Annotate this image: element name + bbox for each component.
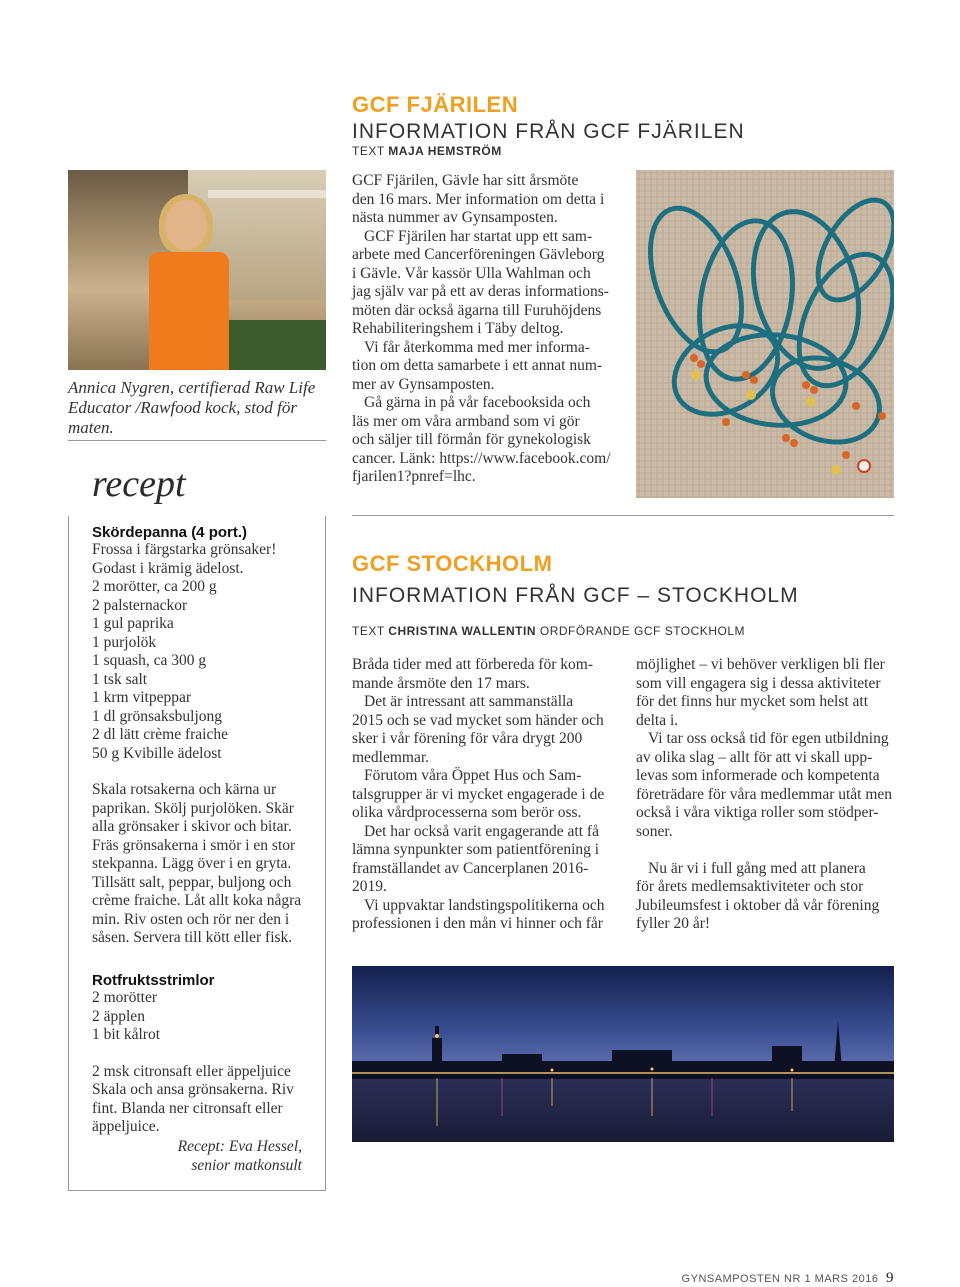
text-line: olika vårdprocesserna som berör oss. <box>352 804 582 821</box>
text-line: möjlighet – vi behöver verkligen bli fler <box>636 656 885 673</box>
article-body-fjarilen <box>352 172 622 487</box>
recipe-line: 2 msk citronsaft eller äppeljuice <box>92 1062 291 1080</box>
text-line: Bråda tider med att förbereda för kom- <box>352 656 594 673</box>
article-body-stockholm-col2 <box>636 656 898 934</box>
recipe-line: paprikan. Skölj purjolöken. Skär <box>92 799 294 817</box>
text-line: Nu är vi i full gång med att planera <box>648 859 866 877</box>
ingredient-line: 2 dl lätt crème fraiche <box>92 726 228 743</box>
section-divider <box>352 515 894 516</box>
ingredient-line: 1 purjolök <box>92 633 157 651</box>
article-body-stockholm-col1 <box>352 656 614 934</box>
section-label-recept: recept <box>92 463 186 505</box>
recipe-ingredients <box>92 989 324 1045</box>
text-line: 2015 och se vad mycket som händer och <box>352 711 604 729</box>
text-line: möten där också ägarna till Furuhöjdens <box>352 301 602 319</box>
text-line: GCF Fjärilen har startat upp ett sam- <box>364 227 593 245</box>
text-line: talsgrupper är vi mycket engagerade i de <box>352 785 605 803</box>
city-skyline-illustration <box>352 966 894 1142</box>
text-line: och säljer till förmån för gynekologisk <box>352 431 591 448</box>
byline-stockholm <box>352 624 745 638</box>
bracelets-illustration <box>636 170 894 498</box>
section-subheading-stockholm: INFORMATION FRÅN GCF – STOCKHOLM <box>352 584 799 607</box>
recipe-line: crème fraiche. Låt allt koka några <box>92 892 302 909</box>
chef-photo <box>68 170 326 370</box>
bracelets-photo <box>636 170 894 498</box>
recipe-line: såsen. Servera till kött eller fisk. <box>92 929 293 946</box>
text-line: mer av Gynsamposten. <box>352 375 495 393</box>
text-line: Det har också varit engagerande att få <box>364 822 599 840</box>
text-line: Gå gärna in på vår facebooksida och <box>364 394 591 411</box>
text-line: lämna synpunkter som patientförening i <box>352 841 600 858</box>
recipe-ingredients <box>92 578 324 763</box>
recipe-line: äppeljuice. <box>92 1118 160 1135</box>
divider <box>68 440 326 441</box>
recipe-line: Skala och ansa grönsakerna. Riv <box>92 1081 294 1098</box>
ingredient-line: 2 morötter, ca 200 g <box>92 578 217 595</box>
recipe-line: stekpanna. Lägg över i en gryta. <box>92 855 292 872</box>
text-line: framställandet av Cancerplanen 2016- <box>352 859 589 877</box>
text-line: Vi tar oss också tid för egen utbildning <box>648 730 889 747</box>
byline-author: MAJA HEMSTRÖM <box>388 144 502 158</box>
text-line: sker i vår förening för våra drygt 200 <box>352 730 583 747</box>
text-line: Rehabiliteringshem i Täby deltog. <box>352 320 564 337</box>
text-line: fjarilen1?pnref=lhc. <box>352 468 476 485</box>
recipe-line: min. Riv osten och rör ner den i <box>92 910 290 928</box>
recipe-title: Rotfruktsstrimlor <box>92 972 215 989</box>
ingredient-line: 2 palsternackor <box>92 596 188 614</box>
recipe-line: Fräs grönsakerna i smör i en stor <box>92 836 296 854</box>
text-line: för det finns hur mycket som helst att <box>636 693 869 710</box>
publication-info: GYNSAMPOSTEN NR 1 MARS 2016 <box>681 1273 879 1285</box>
text-line: tion om detta samarbete i ett annat num- <box>352 357 603 374</box>
page-footer <box>682 1270 894 1287</box>
text-line: Jubileumsfest i oktober då vår förening <box>636 896 880 914</box>
stockholm-night-photo <box>352 966 894 1142</box>
text-line: nästa nummer av Gynsamposten. <box>352 209 558 226</box>
text-line: delta i. <box>636 711 679 729</box>
text-line: medlemmar. <box>352 748 430 766</box>
ingredient-line: 1 squash, ca 300 g <box>92 652 207 669</box>
text-line: cancer. Länk: https://www.facebook.com/ <box>352 449 611 467</box>
text-line: av olika slag – allt för att vi skall upp- <box>636 748 873 766</box>
ingredient-line: 1 krm vitpeppar <box>92 689 192 706</box>
byline-label: TEXT <box>352 624 385 638</box>
ingredient-line: 1 dl grönsaksbuljong <box>92 707 223 725</box>
text-line: i Gävle. Vår kassör Ulla Wahlman och <box>352 264 591 282</box>
text-line: den 16 mars. Mer information om detta i <box>352 190 605 208</box>
section-heading-fjarilen: GCF FJÄRILEN <box>352 92 519 117</box>
byline-label: TEXT <box>352 144 385 158</box>
recipe-intro <box>92 541 324 578</box>
recipe-method <box>92 1063 324 1137</box>
text-line: GCF Fjärilen, Gävle har sitt årsmöte <box>352 172 579 189</box>
recipe-line: fint. Blanda ner citronsaft eller <box>92 1099 283 1117</box>
text-line: Förutom våra Öppet Hus och Sam- <box>364 767 582 784</box>
recipe-title: Skördepanna (4 port.) <box>92 524 248 541</box>
text-line: Vi uppvaktar landstingspolitikerna och <box>364 896 605 914</box>
page-number: 9 <box>886 1270 894 1286</box>
byline-fjarilen <box>352 144 502 158</box>
recipe-credit-line: Recept: Eva Hessel, <box>177 1137 302 1155</box>
recipe-credit <box>92 1137 302 1175</box>
section-heading-stockholm: GCF STOCKHOLM <box>352 551 553 576</box>
byline-author: CHRISTINA WALLENTIN <box>388 624 537 638</box>
text-line: företrädare för våra medlemmar utåt men <box>636 785 893 803</box>
text-line: professionen i den mån vi hinner och får <box>352 915 603 932</box>
text-line <box>636 841 898 860</box>
text-line: arbete med Cancerföreningen Gävleborg <box>352 246 605 263</box>
ingredient-line: 2 äpplen <box>92 1007 145 1025</box>
text-line: för årets medlemsaktiviteter och stor <box>636 878 864 895</box>
byline-role: ORDFÖRANDE GCF STOCKHOLM <box>539 624 745 638</box>
text-line: också i våra viktiga roller som stödper- <box>636 804 879 821</box>
text-line: Det är intressant att sammanställa <box>364 693 574 710</box>
text-line: Vi får återkomma med mer informa- <box>364 338 590 356</box>
ingredient-line: 2 morötter <box>92 989 157 1006</box>
recipe-line: Frossa i färgstarka grönsaker! <box>92 541 277 558</box>
text-line: som vill engagera sig i dessa aktiviteter <box>636 674 881 692</box>
chef-photo-caption: Annica Nygren, certifierad Raw Life Educator /Rawfood kock, stod för maten. <box>68 378 316 437</box>
text-line: mande årsmöte den 17 mars. <box>352 674 530 692</box>
recipe-skordepanna <box>92 524 324 948</box>
recipe-line: alla grönsaker i skivor och bitar. <box>92 818 292 835</box>
recipe-method <box>92 781 324 948</box>
section-subheading-fjarilen: INFORMATION FRÅN GCF FJÄRILEN <box>352 120 745 143</box>
ingredient-line: 1 tsk salt <box>92 670 148 688</box>
recipe-line: Tillsätt salt, peppar, buljong och <box>92 873 292 891</box>
recipe-credit-line: senior matkonsult <box>191 1156 302 1174</box>
text-line: levas som informerade och kompetenta <box>636 767 880 784</box>
text-line: fyller 20 år! <box>636 915 711 932</box>
text-line: 2019. <box>352 878 387 895</box>
ingredient-line: 50 g Kvibille ädelost <box>92 744 222 762</box>
recipe-rotfruktsstrimlor <box>92 972 324 1175</box>
text-line: läs mer om våra armband som vi gör <box>352 412 580 430</box>
text-line: soner. <box>636 822 673 840</box>
text-line: jag själv var på ett av deras informations- <box>352 283 609 300</box>
ingredient-line: 1 bit kålrot <box>92 1026 161 1043</box>
recipe-line: Godast i krämig ädelost. <box>92 559 244 577</box>
ingredient-line: 1 gul paprika <box>92 615 174 632</box>
recipe-line: Skala rotsakerna och kärna ur <box>92 781 277 798</box>
